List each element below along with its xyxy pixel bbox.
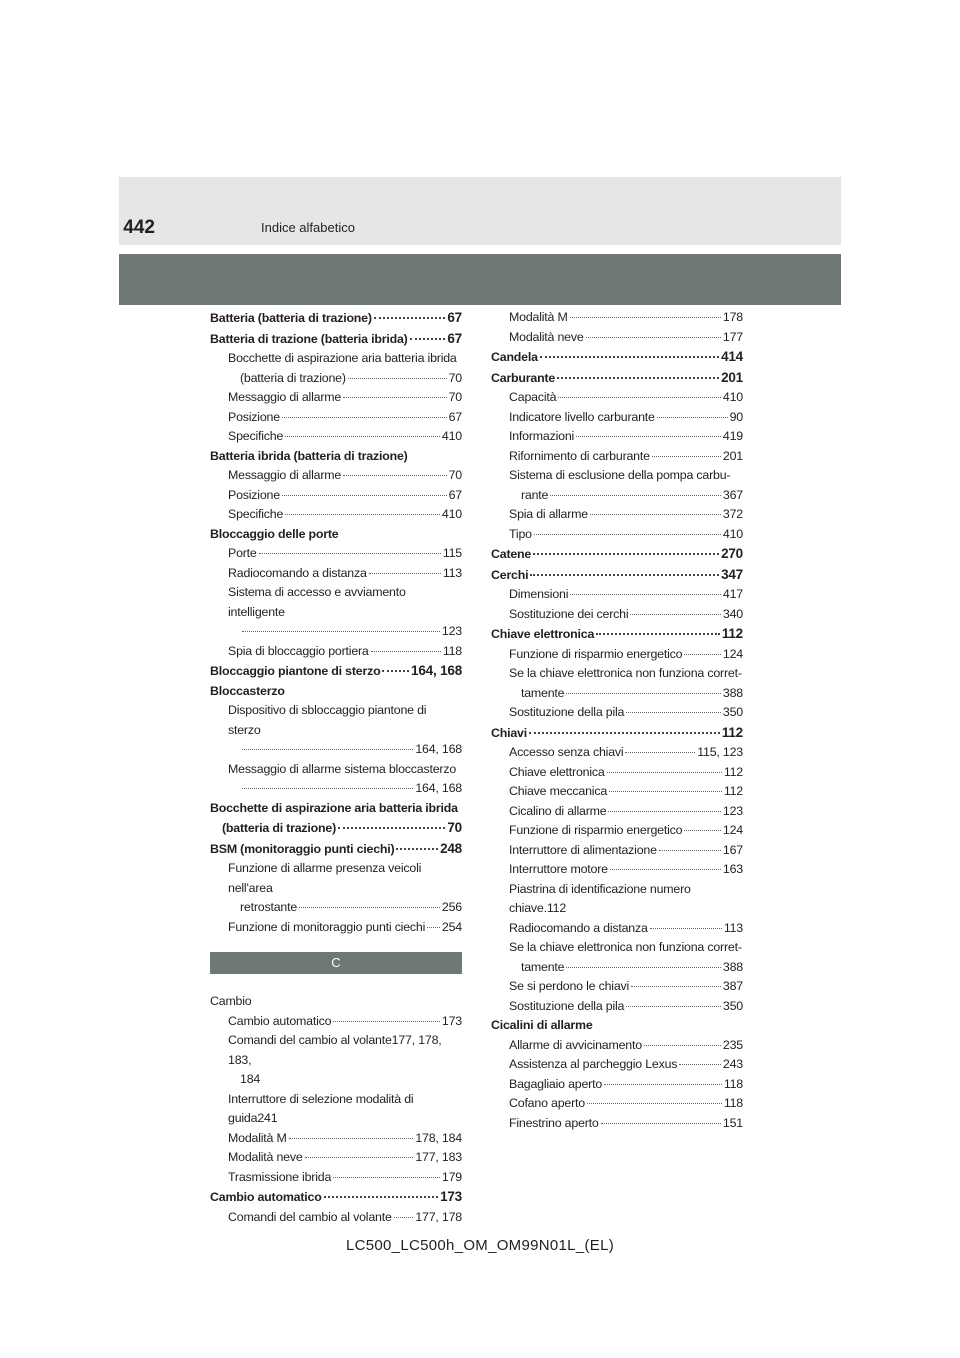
entry-term: Funzione di risparmio energetico <box>509 646 683 661</box>
entry-page-ref: 112 <box>721 724 743 740</box>
page-header <box>119 177 841 245</box>
index-entry <box>491 624 743 645</box>
entry-page-ref: 177 <box>722 329 743 344</box>
index-entry <box>210 701 462 740</box>
entry-term: Porte <box>228 546 257 560</box>
entry-term: Messaggio di allarme sistema bloccasterzo <box>228 761 457 776</box>
entry-term: Spia di bloccaggio portiera <box>228 643 369 658</box>
entry-page-ref: 178 <box>722 310 743 324</box>
index-entry <box>210 505 462 525</box>
dot-leader <box>333 1021 440 1022</box>
entry-page-ref: 340 <box>722 606 743 621</box>
entry-term: Messaggio di allarme <box>228 390 342 404</box>
entry-page-ref: 123 <box>441 624 462 638</box>
entry-term: Cerchi <box>491 567 529 582</box>
index-entry <box>210 427 462 447</box>
entry-term: Batteria (batteria di trazione) <box>210 311 372 325</box>
entry-page-ref: 164, 168 <box>415 742 462 756</box>
entry-term: Batteria di trazione (batteria ibrida) <box>210 331 408 346</box>
dot-leader <box>242 749 413 750</box>
index-entry <box>210 1129 462 1149</box>
entry-page-ref: 372 <box>722 507 743 521</box>
index-entry <box>491 544 743 565</box>
index-entry <box>491 1016 743 1036</box>
dot-leader <box>557 377 719 379</box>
index-entry <box>491 997 743 1017</box>
index-entry <box>491 466 743 486</box>
index-entry <box>210 583 462 622</box>
entry-term: Accesso senza chiavi <box>509 745 624 759</box>
entry-page-ref: 112 <box>723 764 743 779</box>
index-entry <box>491 605 743 625</box>
entry-term: Cofano aperto <box>509 1096 585 1110</box>
index-column-right <box>491 308 743 1133</box>
index-entry <box>210 859 462 898</box>
section-letter-bar <box>210 952 462 974</box>
entry-page-ref: 118 <box>442 643 462 658</box>
entry-page-ref: 124 <box>722 646 743 661</box>
entry-term: Specifiche <box>228 429 284 443</box>
entry-term: BSM (monitoraggio punti ciechi) <box>210 841 395 856</box>
entry-page-ref: 67 <box>447 310 462 325</box>
index-entry <box>210 779 462 799</box>
dot-leader <box>289 1138 414 1139</box>
index-entry <box>491 447 743 467</box>
entry-page-ref: 113 <box>442 565 462 580</box>
index-entry <box>491 1094 743 1114</box>
entry-page-ref: 347 <box>721 566 743 582</box>
index-entry <box>210 740 462 760</box>
index-entry <box>491 821 743 841</box>
entry-page-ref: 179 <box>441 1169 462 1184</box>
entry-page-ref: 173 <box>441 1013 462 1028</box>
dot-leader <box>604 1084 722 1085</box>
entry-term: Funzione di allarme presenza veicoli nell'area <box>228 861 422 895</box>
entry-page-ref: 178, 184 <box>415 1130 462 1145</box>
index-entry <box>210 369 462 389</box>
entry-page-ref: 113 <box>723 920 743 935</box>
entry-term: Modalità M <box>228 1130 287 1145</box>
entry-page-ref: 164, 168 <box>411 663 462 678</box>
entry-term: Piastrina di identificazione numero chiave.112 <box>509 881 691 915</box>
section-letter: C <box>331 955 341 970</box>
dot-leader <box>657 417 728 418</box>
index-entry <box>210 839 462 860</box>
entry-page-ref: 410 <box>441 507 462 521</box>
dot-leader <box>609 791 722 792</box>
dot-leader <box>601 1123 721 1124</box>
entry-page-ref: 70 <box>448 370 462 385</box>
entry-term: Rifornimento di carburante <box>509 448 650 463</box>
dot-leader <box>285 436 440 437</box>
entry-page-ref: 67 <box>448 409 462 424</box>
dot-leader <box>587 1103 722 1104</box>
dot-leader <box>566 967 721 968</box>
index-entry <box>210 388 462 408</box>
index-entry <box>210 466 462 486</box>
entry-term: Catene <box>491 547 532 561</box>
entry-page-ref: 67 <box>448 487 462 502</box>
index-entry <box>491 880 743 919</box>
entry-term: Modalità neve <box>509 329 584 344</box>
entry-term: Candela <box>491 350 538 364</box>
index-entry <box>210 544 462 564</box>
dot-leader <box>684 654 721 655</box>
entry-page-ref: 350 <box>722 705 743 719</box>
index-entry <box>491 427 743 447</box>
index-entry <box>210 918 462 938</box>
entry-term: rante <box>521 487 549 502</box>
entry-term: Posizione <box>228 487 280 502</box>
entry-page-ref: 235 <box>722 1037 743 1052</box>
index-list-b <box>210 308 462 937</box>
index-entry <box>210 642 462 662</box>
index-entry <box>491 1075 743 1095</box>
index-entry <box>210 760 462 780</box>
header-title: Indice alfabetico <box>261 220 355 235</box>
index-entry <box>210 1012 462 1032</box>
index-column-left <box>210 308 462 1227</box>
entry-page-ref: 90 <box>729 409 743 424</box>
dot-leader <box>382 670 409 672</box>
entry-term: Capacità <box>509 390 557 404</box>
dot-leader <box>394 1217 414 1218</box>
entry-term: Assistenza al parcheggio Lexus <box>509 1057 678 1071</box>
entry-page-ref: 115 <box>442 546 462 560</box>
entry-page-ref: 270 <box>721 546 743 561</box>
entry-page-ref: 70 <box>447 820 462 835</box>
entry-term: Modalità neve <box>228 1150 303 1164</box>
entry-page-ref: 173 <box>440 1189 462 1204</box>
entry-term: Cicalini di allarme <box>491 1018 593 1032</box>
entry-page-ref: 163 <box>722 862 743 876</box>
entry-term: Interruttore di selezione modalità di guida241 <box>228 1091 414 1125</box>
dot-leader <box>626 712 721 713</box>
dot-leader <box>590 514 721 515</box>
entry-page-ref: 112 <box>721 626 743 641</box>
index-entry <box>210 1187 462 1208</box>
entry-term: retrostante <box>240 900 298 914</box>
entry-term: Indicatore livello carburante <box>509 409 655 424</box>
entry-term: Sostituzione della pila <box>509 705 625 719</box>
dot-leader <box>282 495 447 496</box>
index-entry <box>491 841 743 861</box>
entry-page-ref: 167 <box>722 842 743 857</box>
index-entry <box>210 447 462 467</box>
dot-leader <box>410 338 446 340</box>
index-entry <box>491 308 743 328</box>
dot-leader <box>242 631 440 632</box>
dot-leader <box>259 553 441 554</box>
dot-leader <box>343 475 447 476</box>
entry-page-ref: 115, 123 <box>697 745 743 759</box>
index-entry <box>210 564 462 584</box>
dot-leader <box>533 553 719 555</box>
index-entry <box>210 1208 462 1228</box>
entry-term: (batteria di trazione) <box>222 821 337 835</box>
entry-term: Modalità M <box>509 310 568 324</box>
entry-term: 184 <box>240 1072 261 1086</box>
dot-leader <box>540 356 719 358</box>
entry-term: Comandi del cambio al volante177, 178, 183, <box>228 1033 442 1067</box>
entry-term: Cambio <box>210 994 252 1008</box>
entry-term: Sistema di accesso e avviamento intelligente <box>228 585 406 619</box>
entry-term: Se la chiave elettronica non funziona corret- <box>509 666 742 680</box>
dot-leader <box>630 614 721 615</box>
dot-leader <box>242 788 413 789</box>
entry-term: Posizione <box>228 409 280 424</box>
index-list-c <box>210 992 462 1227</box>
entry-page-ref: 388 <box>722 685 743 700</box>
index-entry <box>491 664 743 684</box>
entry-page-ref: 123 <box>722 803 743 818</box>
entry-page-ref: 367 <box>722 487 743 502</box>
entry-page-ref: 254 <box>441 919 462 934</box>
entry-page-ref: 201 <box>722 448 743 463</box>
entry-page-ref: 419 <box>722 429 743 443</box>
index-entry <box>210 898 462 918</box>
index-entry <box>210 408 462 428</box>
index-entry <box>491 763 743 783</box>
index-entry <box>491 585 743 605</box>
entry-page-ref: 410 <box>441 429 462 443</box>
index-entry <box>491 505 743 525</box>
entry-term: Cambio automatico <box>210 1190 322 1204</box>
index-entry <box>210 1070 462 1090</box>
entry-term: Allarme di avvicinamento <box>509 1037 642 1052</box>
entry-term: Spia di allarme <box>509 507 588 521</box>
dot-leader <box>608 811 720 812</box>
entry-term: Sostituzione dei cerchi <box>509 606 629 621</box>
entry-term: Specifiche <box>228 507 284 521</box>
index-entry <box>210 682 462 702</box>
document-code: LC500_LC500h_OM_OM99N01L_(EL) <box>345 1237 615 1254</box>
index-entry <box>210 329 462 350</box>
index-entry <box>491 977 743 997</box>
index-entry <box>491 860 743 880</box>
entry-term: Chiave elettronica <box>509 764 605 779</box>
dot-leader <box>652 456 721 457</box>
entry-page-ref: 410 <box>722 526 743 541</box>
index-entry <box>491 743 743 763</box>
dot-leader <box>534 534 721 535</box>
index-entry <box>491 802 743 822</box>
entry-term: Carburante <box>491 370 556 385</box>
entry-term: Radiocomando a distanza <box>228 565 367 580</box>
index-entry <box>210 1031 462 1070</box>
page-number: 442 <box>123 217 155 238</box>
entry-page-ref: 70 <box>448 468 462 482</box>
index-entry <box>210 349 462 369</box>
entry-term: Informazioni <box>509 429 575 443</box>
dot-leader <box>333 1177 440 1178</box>
dot-leader <box>679 1064 721 1065</box>
dot-leader <box>338 827 445 829</box>
dot-leader <box>570 594 721 595</box>
index-entry <box>491 919 743 939</box>
entry-page-ref: 350 <box>722 998 743 1013</box>
index-entry <box>210 486 462 506</box>
dot-leader <box>610 869 721 870</box>
entry-page-ref: 410 <box>722 390 743 404</box>
index-entry <box>491 347 743 368</box>
index-entry <box>210 1168 462 1188</box>
entry-term: Se si perdono le chiavi <box>509 979 630 993</box>
entry-term: Comandi del cambio al volante <box>228 1209 392 1224</box>
entry-page-ref: 118 <box>723 1096 743 1110</box>
index-entry <box>210 1090 462 1129</box>
dot-leader <box>684 830 721 831</box>
entry-term: Interruttore motore <box>509 862 608 876</box>
entry-term: Bloccasterzo <box>210 683 285 698</box>
index-entry <box>491 328 743 348</box>
dot-leader <box>607 772 722 773</box>
index-entry <box>491 782 743 802</box>
entry-term: (batteria di trazione) <box>240 370 346 385</box>
dot-leader <box>558 397 721 398</box>
index-entry <box>210 622 462 642</box>
index-entry <box>210 1148 462 1168</box>
entry-page-ref: 417 <box>722 587 743 601</box>
dot-leader <box>369 573 441 574</box>
entry-term: tamente <box>521 959 565 974</box>
entry-page-ref: 387 <box>722 979 743 993</box>
entry-term: Tipo <box>509 526 532 541</box>
entry-page-ref: 124 <box>722 823 743 837</box>
dot-leader <box>324 1196 438 1198</box>
index-entry <box>210 661 462 682</box>
entry-page-ref: 151 <box>722 1115 743 1130</box>
index-entry <box>491 645 743 665</box>
entry-term: Funzione di monitoraggio punti ciechi <box>228 919 426 934</box>
index-entry <box>491 1036 743 1056</box>
index-entry <box>210 992 462 1012</box>
entry-page-ref: 177, 183 <box>415 1150 462 1164</box>
entry-page-ref: 67 <box>447 330 462 346</box>
index-entry <box>491 958 743 978</box>
dot-leader <box>586 337 721 338</box>
entry-term: Sistema di esclusione della pompa carbu- <box>509 468 731 482</box>
dot-leader <box>659 850 721 851</box>
entry-term: Bloccaggio delle porte <box>210 526 339 541</box>
entry-page-ref: 164, 168 <box>415 781 462 795</box>
index-entry <box>210 799 462 819</box>
entry-term: Bocchette di aspirazione aria batteria ibrida <box>210 800 458 815</box>
dot-leader <box>566 693 721 694</box>
dot-leader <box>371 651 441 652</box>
entry-page-ref: 201 <box>721 369 743 385</box>
header-band <box>119 254 841 305</box>
entry-page-ref: 118 <box>723 1076 743 1091</box>
dot-leader <box>644 1045 721 1046</box>
entry-term: Trasmissione ibrida <box>228 1169 332 1184</box>
dot-leader <box>396 848 438 850</box>
entry-page-ref: 177, 178 <box>415 1209 462 1224</box>
dot-leader <box>374 317 446 319</box>
dot-leader <box>626 1006 721 1007</box>
index-entry <box>491 565 743 586</box>
entry-term: Chiave meccanica <box>509 784 608 798</box>
index-entry <box>491 408 743 428</box>
dot-leader <box>427 927 440 928</box>
entry-term: Cambio automatico <box>228 1013 332 1028</box>
dot-leader <box>530 574 719 576</box>
dot-leader <box>343 397 447 398</box>
entry-term: Chiavi <box>491 725 527 740</box>
index-entry <box>210 308 462 329</box>
dot-leader <box>570 317 721 318</box>
dot-leader <box>650 928 722 929</box>
dot-leader <box>631 986 721 987</box>
index-entry <box>491 1114 743 1134</box>
entry-page-ref: 243 <box>722 1057 743 1071</box>
entry-page-ref: 388 <box>722 959 743 974</box>
index-list-c-continued <box>491 308 743 1133</box>
entry-page-ref: 70 <box>448 390 462 404</box>
index-entry <box>491 525 743 545</box>
dot-leader <box>305 1157 414 1158</box>
dot-leader <box>529 732 720 734</box>
dot-leader <box>348 378 447 379</box>
entry-term: Batteria ibrida (batteria di trazione) <box>210 448 408 463</box>
entry-term: Cicalino di allarme <box>509 803 607 818</box>
entry-term: Dimensioni <box>509 587 569 601</box>
entry-term: Se la chiave elettronica non funziona corret- <box>509 940 742 954</box>
index-entry <box>491 938 743 958</box>
entry-term: Bloccaggio piantone di sterzo <box>210 664 381 678</box>
index-entry <box>491 723 743 744</box>
entry-term: Finestrino aperto <box>509 1115 599 1130</box>
entry-term: Bagagliaio aperto <box>509 1076 603 1091</box>
entry-term: Messaggio di allarme <box>228 468 342 482</box>
entry-term: tamente <box>521 685 565 700</box>
index-entry <box>491 1055 743 1075</box>
index-entry <box>491 486 743 506</box>
index-entry <box>491 368 743 389</box>
index-entry <box>210 525 462 545</box>
entry-term: Radiocomando a distanza <box>509 920 648 935</box>
dot-leader <box>596 633 720 635</box>
entry-term: Interruttore di alimentazione <box>509 842 657 857</box>
entry-page-ref: 414 <box>721 349 743 364</box>
index-entry <box>491 684 743 704</box>
dot-leader <box>550 495 721 496</box>
index-entry <box>491 703 743 723</box>
dot-leader <box>625 752 695 753</box>
entry-page-ref: 256 <box>441 900 462 914</box>
entry-term: Dispositivo di sbloccaggio piantone di sterzo <box>228 703 427 737</box>
index-entry <box>491 388 743 408</box>
dot-leader <box>285 514 440 515</box>
dot-leader <box>576 436 721 437</box>
dot-leader <box>299 907 440 908</box>
entry-term: Sostituzione della pila <box>509 998 625 1013</box>
entry-page-ref: 112 <box>723 784 743 798</box>
entry-term: Chiave elettronica <box>491 627 595 641</box>
entry-term: Funzione di risparmio energetico <box>509 823 683 837</box>
dot-leader <box>282 417 447 418</box>
entry-page-ref: 248 <box>440 840 462 856</box>
entry-term: Bocchette di aspirazione aria batteria ibrida <box>228 351 457 365</box>
index-entry <box>210 818 462 839</box>
